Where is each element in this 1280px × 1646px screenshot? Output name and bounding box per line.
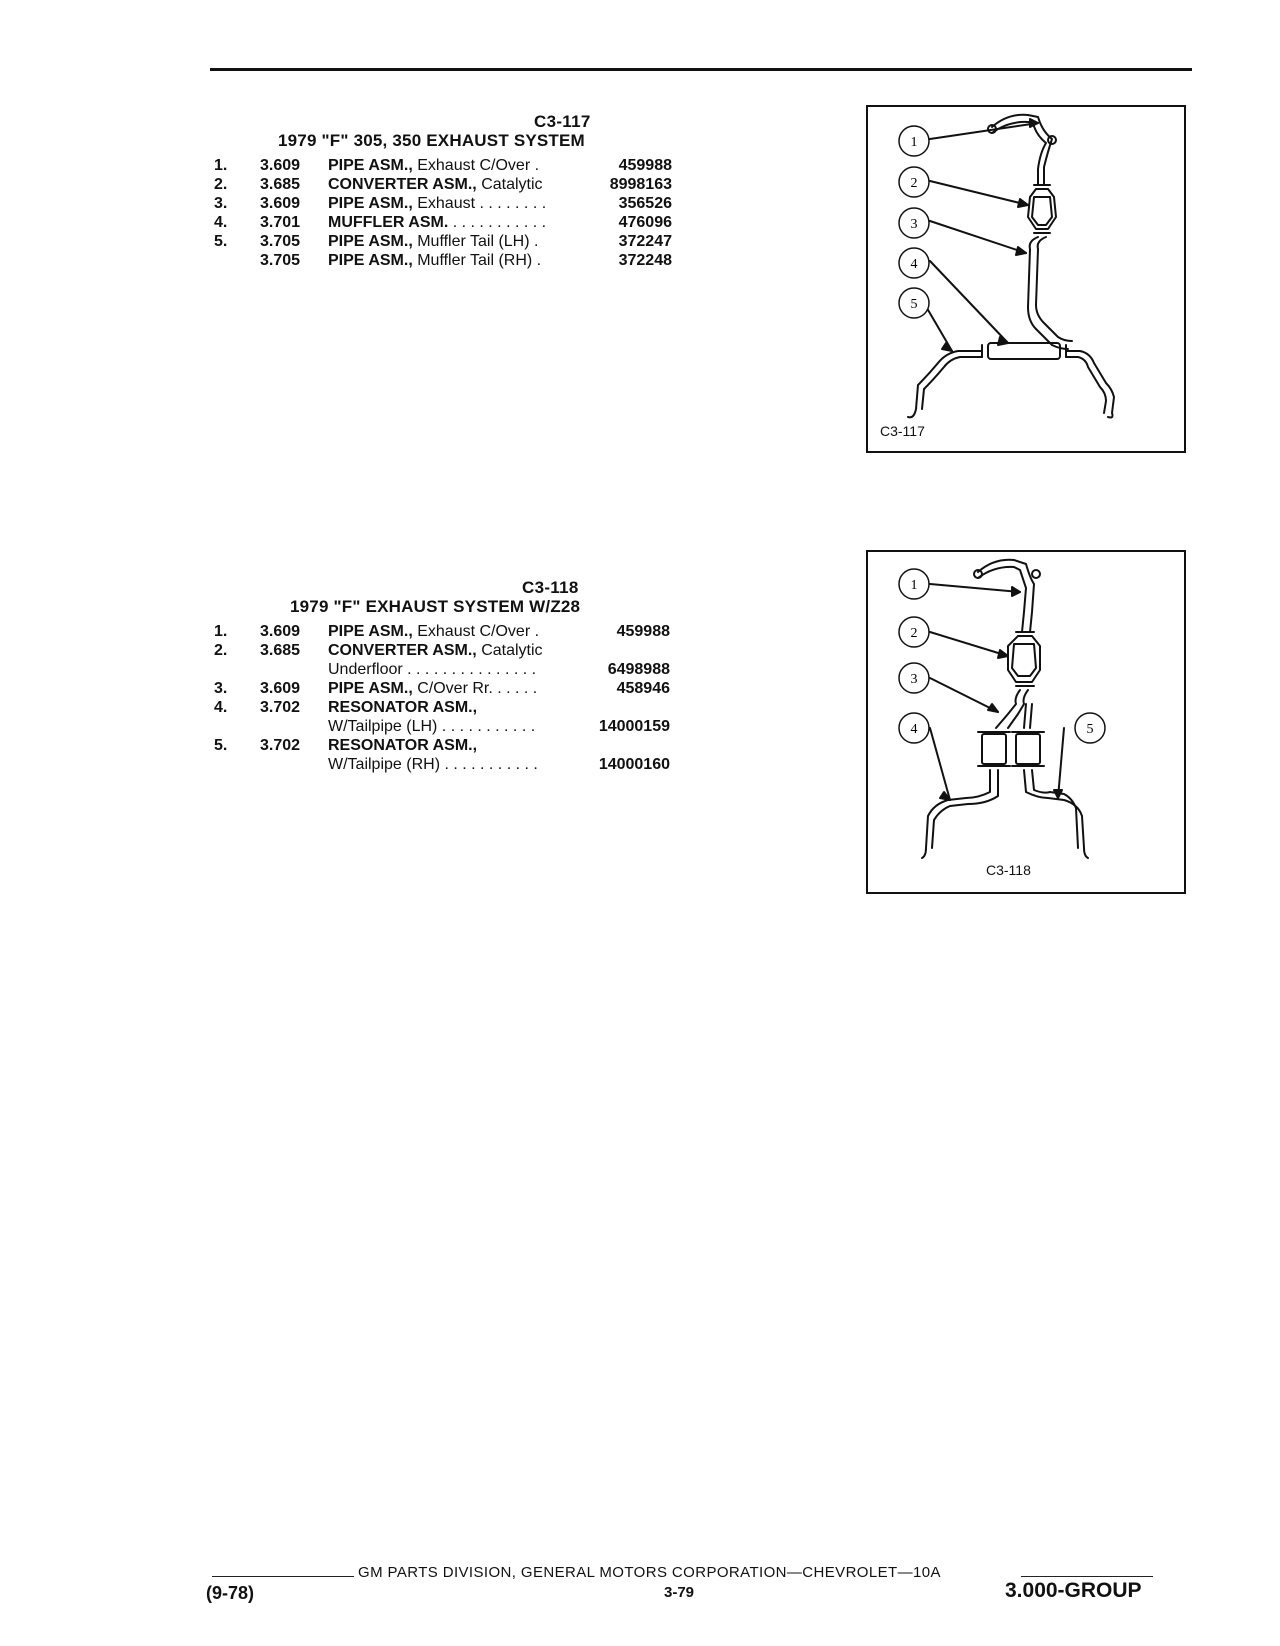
part-name: PIPE ASM., bbox=[328, 233, 413, 250]
callout-3: 3 bbox=[910, 217, 918, 232]
callout-2: 2 bbox=[910, 176, 918, 191]
part-name: MUFFLER ASM. bbox=[328, 214, 449, 231]
group-number: 3.685 bbox=[260, 176, 301, 193]
leader-dots: . . . . . . . . . . . bbox=[448, 214, 547, 231]
section-title: 1979 "F" EXHAUST SYSTEM W/Z28 bbox=[290, 597, 581, 616]
part-number: 14000160 bbox=[598, 756, 670, 773]
leader-dots: . bbox=[529, 233, 539, 250]
part-name: CONVERTER ASM., bbox=[328, 642, 477, 659]
part-number: 8998163 bbox=[609, 176, 672, 193]
part-name: CONVERTER ASM., bbox=[328, 176, 477, 193]
part-number: 372248 bbox=[618, 252, 672, 269]
section-title: 1979 "F" 305, 350 EXHAUST SYSTEM bbox=[278, 131, 585, 150]
parts-list bbox=[214, 156, 672, 270]
part-row bbox=[214, 156, 672, 175]
part-row bbox=[214, 194, 672, 213]
leader-dots: . . . . . bbox=[492, 680, 538, 697]
figure-label: C3-117 bbox=[880, 423, 925, 439]
item-number: 3. bbox=[214, 195, 228, 212]
part-row bbox=[214, 660, 670, 679]
footer-corporation: GM PARTS DIVISION, GENERAL MOTORS CORPORATION—CHEVROLET—10A bbox=[358, 1564, 941, 1581]
part-row bbox=[214, 736, 670, 755]
part-name: RESONATOR ASM., bbox=[328, 699, 478, 716]
top-rule bbox=[210, 68, 1192, 71]
diagram-c3-117 bbox=[866, 105, 1186, 453]
tail-pipe-lh bbox=[908, 351, 982, 417]
group-number: 3.609 bbox=[260, 623, 301, 640]
part-number: 14000159 bbox=[598, 718, 670, 735]
part-number: 458946 bbox=[616, 680, 670, 697]
part-detail: W/Tailpipe (LH) bbox=[328, 718, 438, 735]
leader-dots: . . . . . . . . . . . bbox=[440, 756, 538, 773]
part-detail: C/Over Rr. bbox=[417, 680, 493, 697]
part-row bbox=[214, 232, 672, 251]
exhaust-diagram-c3-117 bbox=[868, 107, 1184, 451]
diagram-c3-118 bbox=[866, 550, 1186, 894]
group-number: 3.702 bbox=[260, 737, 301, 754]
part-row bbox=[214, 679, 670, 698]
part-name: PIPE ASM., bbox=[328, 680, 413, 697]
item-number: 2. bbox=[214, 176, 228, 193]
part-name: PIPE ASM., bbox=[328, 195, 413, 212]
callout-1: 1 bbox=[910, 578, 918, 593]
group-number: 3.609 bbox=[260, 195, 301, 212]
footer-rule-right bbox=[1021, 1576, 1153, 1577]
item-number: 5. bbox=[214, 737, 228, 754]
callout-5: 5 bbox=[1086, 722, 1094, 737]
item-number: 5. bbox=[214, 233, 228, 250]
part-description bbox=[328, 679, 537, 698]
callout-3: 3 bbox=[910, 672, 918, 687]
tail-pipe-rh bbox=[1066, 351, 1114, 418]
section-code: C3-118 bbox=[522, 578, 579, 597]
part-number: 372247 bbox=[618, 233, 672, 250]
part-description bbox=[328, 736, 477, 755]
callout-4: 4 bbox=[910, 722, 918, 737]
part-row bbox=[214, 622, 670, 641]
part-description bbox=[328, 175, 543, 194]
part-description bbox=[328, 698, 477, 717]
part-detail: Muffler Tail (LH) bbox=[417, 233, 530, 250]
part-description bbox=[328, 622, 539, 641]
part-description bbox=[328, 641, 543, 660]
parts-list bbox=[214, 622, 670, 774]
resonator-lh bbox=[982, 734, 1006, 764]
item-number: 3. bbox=[214, 680, 228, 697]
exhaust-pipe bbox=[1028, 237, 1068, 349]
part-detail: Exhaust C/Over bbox=[417, 623, 531, 640]
part-row bbox=[214, 175, 672, 194]
item-number: 1. bbox=[214, 157, 228, 174]
part-number: 6498988 bbox=[607, 661, 670, 678]
part-description bbox=[328, 660, 536, 679]
group-number: 3.685 bbox=[260, 642, 301, 659]
leader-dots: . bbox=[532, 252, 542, 269]
part-description bbox=[328, 717, 535, 736]
leader-dots: . . . . . . . . bbox=[475, 195, 547, 212]
part-name: RESONATOR ASM., bbox=[328, 737, 478, 754]
section-code: C3-117 bbox=[534, 112, 591, 131]
footer-date: (9-78) bbox=[206, 1583, 255, 1603]
group-number: 3.609 bbox=[260, 157, 301, 174]
group-number: 3.702 bbox=[260, 699, 301, 716]
part-detail: W/Tailpipe (RH) bbox=[328, 756, 441, 773]
part-name: PIPE ASM., bbox=[328, 252, 413, 269]
part-detail: Catalytic bbox=[481, 176, 543, 193]
footer-group: 3.000-GROUP bbox=[1005, 1579, 1142, 1602]
part-name: PIPE ASM., bbox=[328, 157, 413, 174]
group-number: 3.705 bbox=[260, 233, 301, 250]
part-row bbox=[214, 717, 670, 736]
part-description bbox=[328, 232, 538, 251]
figure-label: C3-118 bbox=[986, 862, 1031, 878]
item-number: 4. bbox=[214, 214, 228, 231]
leader-dots: . . . . . . . . . . . bbox=[437, 718, 536, 735]
part-name: PIPE ASM., bbox=[328, 623, 413, 640]
item-number: 2. bbox=[214, 642, 228, 659]
part-row bbox=[214, 755, 670, 774]
leader-dots: . bbox=[530, 623, 540, 640]
parts-section-c3-117 bbox=[214, 112, 684, 282]
part-description bbox=[328, 755, 538, 774]
group-number: 3.609 bbox=[260, 680, 301, 697]
leader-dots: . bbox=[530, 157, 540, 174]
part-description bbox=[328, 156, 539, 175]
part-detail: Underfloor bbox=[328, 661, 403, 678]
footer-rule-left bbox=[212, 1576, 354, 1577]
part-number: 459988 bbox=[616, 623, 670, 640]
part-row bbox=[214, 641, 670, 660]
part-detail: Exhaust bbox=[417, 195, 476, 212]
part-row bbox=[214, 251, 672, 270]
leader-dots: . . . . . . . . . . . . . . . bbox=[402, 661, 537, 678]
part-row bbox=[214, 698, 670, 717]
part-description bbox=[328, 251, 541, 270]
item-number: 1. bbox=[214, 623, 228, 640]
item-number: 4. bbox=[214, 699, 228, 716]
part-description bbox=[328, 194, 546, 213]
group-number: 3.705 bbox=[260, 252, 301, 269]
page-number: 3-79 bbox=[664, 1584, 695, 1601]
part-detail: Exhaust C/Over bbox=[417, 157, 531, 174]
callout-2: 2 bbox=[910, 626, 918, 641]
part-detail: Muffler Tail (RH) bbox=[417, 252, 533, 269]
callout-5: 5 bbox=[910, 297, 918, 312]
part-number: 356526 bbox=[618, 195, 672, 212]
parts-section-c3-118 bbox=[214, 578, 684, 778]
resonator-rh bbox=[1016, 734, 1040, 764]
part-number: 476096 bbox=[618, 214, 672, 231]
group-number: 3.701 bbox=[260, 214, 301, 231]
callout-1: 1 bbox=[910, 135, 918, 150]
exhaust-diagram-c3-118 bbox=[868, 552, 1184, 892]
part-description bbox=[328, 213, 546, 232]
part-number: 459988 bbox=[618, 157, 672, 174]
part-row bbox=[214, 213, 672, 232]
part-detail: Catalytic bbox=[481, 642, 543, 659]
callout-4: 4 bbox=[910, 257, 918, 272]
